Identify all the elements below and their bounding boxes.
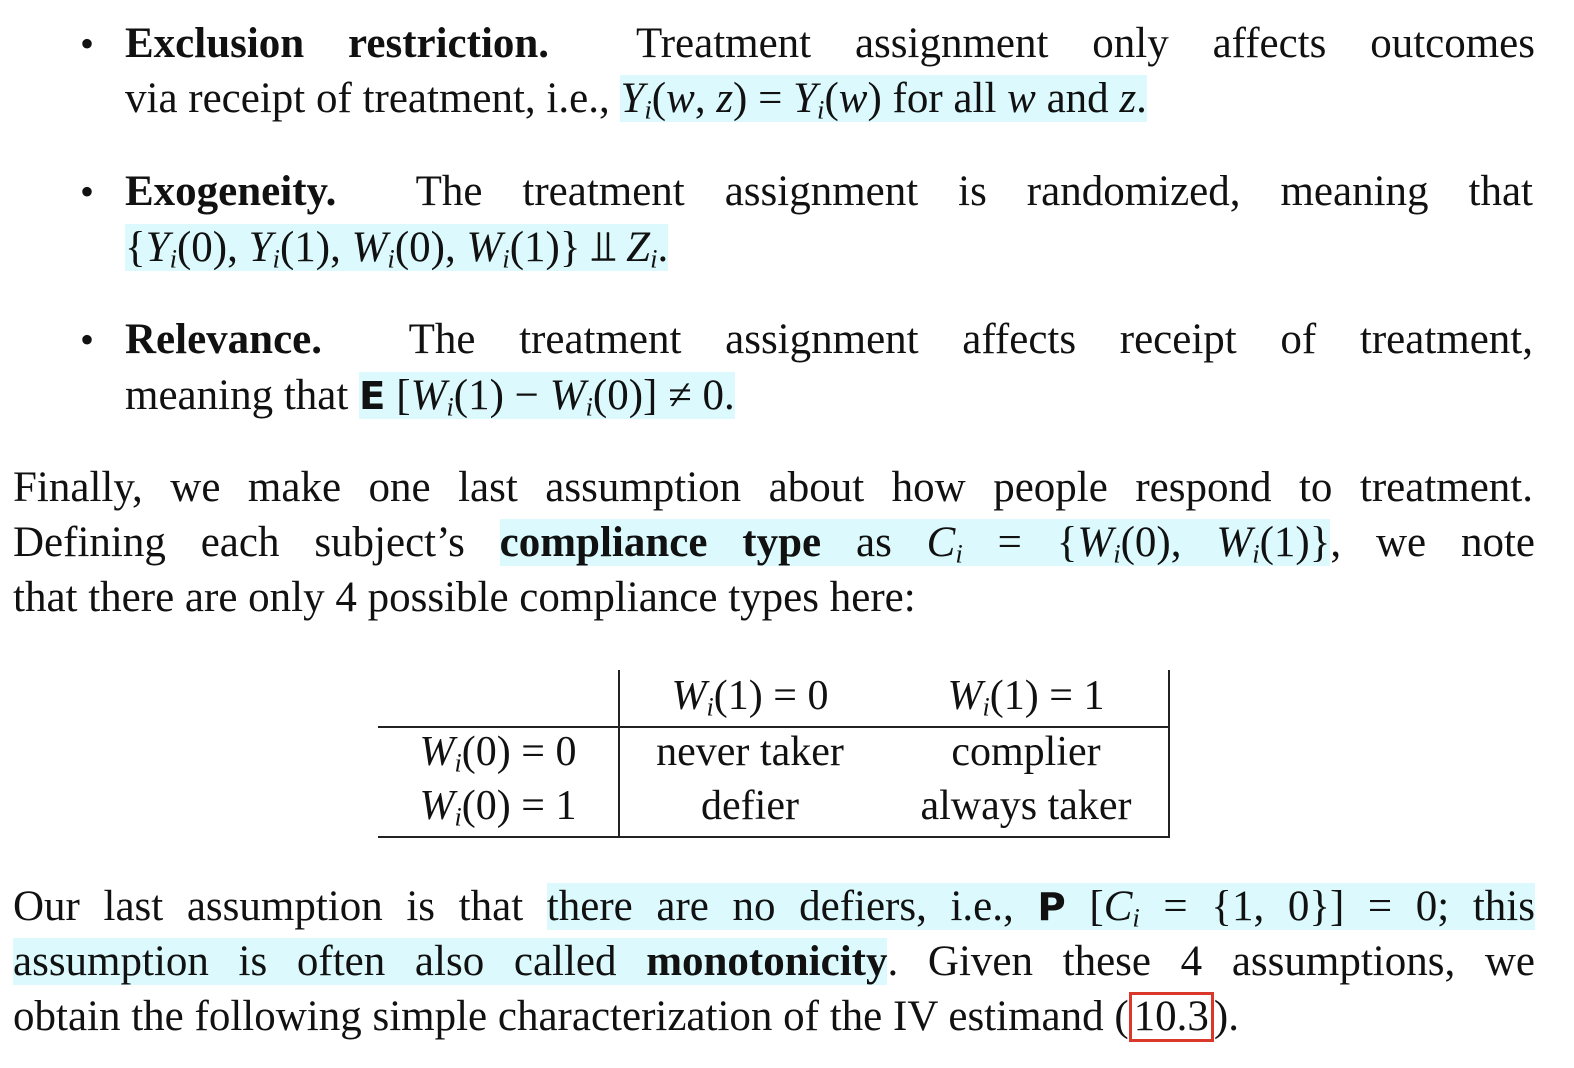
bullet-exclusion-line2: via receipt of treatment, i.e., $Y_i(w$, $z) = Y_i(w)$ for all w and z. <box>125 75 1147 125</box>
table-vertical-rule <box>618 670 620 838</box>
para2-line2-suffix: . Given these 4 assumptions, we <box>887 938 1536 985</box>
para1-line2-suffix: , we note <box>1330 519 1536 566</box>
monotonicity-highlight: assumption is often also called monotonicity <box>13 938 888 985</box>
para1-line1: Finally, we make one last assumption about how people respond to treatment. <box>13 464 1533 511</box>
no-defiers-assumption: there are no defiers, i.e., P [$C_i = \{1$, 0}] = 0; this <box>546 883 1535 933</box>
bullet-exogeneity-line2 <box>125 222 668 285</box>
para1-line3: that there are only 4 possible compliance types here: <box>13 574 916 621</box>
exogeneity-formula: {$Y_i(0)$, $Y_i(1)$, $W_i(0)$, $W_i(1)$} ⫫ $Z_i$. <box>125 224 669 274</box>
compliance-type-term: compliance type <box>499 519 822 566</box>
table-cell: complier <box>951 729 1101 775</box>
bullet-relevance-title: Relevance. <box>125 316 323 363</box>
para1-line2-prefix: Defining each subject’s <box>13 519 500 566</box>
bullet-marker: • <box>80 21 95 66</box>
compliance-table <box>378 670 1170 838</box>
para2-line1-prefix: Our last assumption is that <box>13 883 547 930</box>
bullet-exclusion-title: Exclusion restriction. <box>125 20 550 67</box>
exclusion-formula: $Y_i(w$, $z) = Y_i(w)$ for all w and z. <box>620 75 1147 125</box>
table-right-rule <box>1168 670 1170 838</box>
para1-line2 <box>13 517 1535 580</box>
monotonicity-term: monotonicity <box>646 938 888 985</box>
para2-line1 <box>13 881 1535 944</box>
bullet-relevance-line2: meaning that E $[W_i(1) - W_i(0)] \ne 0$. <box>125 372 735 422</box>
relevance-formula: E $[W_i(1) - W_i(0)] \ne 0$. <box>359 372 735 422</box>
para2-line3-prefix: obtain the following simple characterization of the IV estimand ( <box>13 993 1129 1040</box>
para2-line2 <box>13 936 1535 988</box>
table-cell: never taker <box>656 729 844 775</box>
table-cell: defier <box>701 783 799 829</box>
bullet-exclusion-line1: Exclusion restriction. Treatment assignment only affects outcomes <box>125 20 1536 67</box>
para2-line3-suffix: ). <box>1213 993 1239 1040</box>
table-row-label: $W_i(0) = 1$ <box>419 783 577 832</box>
table-cell: always taker <box>920 783 1132 829</box>
bullet-marker: • <box>80 317 95 362</box>
compliance-type-definition: compliance type as $C_i = \{W_i(0)$, $W_i(1)$} <box>499 519 1331 569</box>
para2-line3 <box>13 991 1239 1043</box>
bullet-exogeneity-title: Exogeneity. <box>125 168 337 215</box>
table-row-label: $W_i(0) = 0$ <box>419 729 577 778</box>
bullet-exogeneity-line1: Exogeneity. The treatment assignment is randomized, meaning that <box>125 168 1533 215</box>
bullet-marker: • <box>80 169 95 214</box>
table-col-header: $W_i(1) = 1$ <box>947 673 1105 722</box>
table-col-header: $W_i(1) = 0$ <box>671 673 829 722</box>
equation-reference-link[interactable]: 10.3 <box>1129 992 1214 1042</box>
bullet-relevance-line1: Relevance. The treatment assignment affects receipt of treatment, <box>125 316 1533 363</box>
